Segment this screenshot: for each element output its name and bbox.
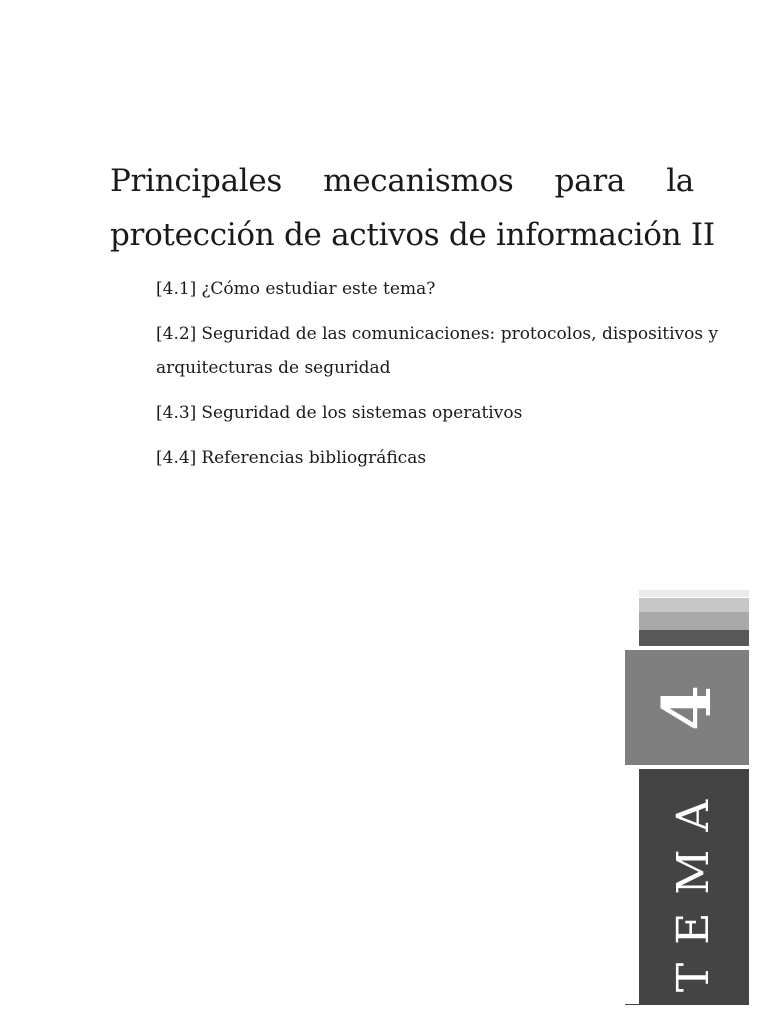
title-word: mecanismos (323, 163, 514, 199)
toc-item-text: Seguridad de los sistemas operativos (201, 403, 523, 423)
toc-item-text: ¿Cómo estudiar este tema? (201, 279, 436, 299)
title-word: Principales (110, 163, 283, 199)
chapter-number: 4 (648, 685, 726, 731)
title-line-2: protección de activos de información II (110, 217, 715, 253)
toc-item[interactable] (156, 441, 756, 475)
toc-item[interactable] (156, 272, 756, 306)
tab-strip-light (639, 590, 749, 597)
toc-item-text: Seguridad de las comunicaciones: protocolos, dispositivos y arquitecturas de seguridad (156, 324, 719, 378)
chapter-label: TEMA (668, 781, 719, 993)
toc-item-number: [4.1] (156, 279, 197, 299)
document-title (110, 154, 715, 262)
title-line-1 (110, 154, 694, 208)
toc-item-number: [4.3] (156, 403, 197, 423)
chapter-tab (625, 590, 749, 1006)
chapter-label-block (639, 769, 749, 1005)
chapter-number-block (625, 650, 749, 765)
tab-strip-mid (639, 598, 749, 612)
tab-strip-dark (639, 630, 749, 646)
toc-item-number: [4.4] (156, 448, 197, 468)
tab-strip-gray (639, 612, 749, 630)
toc-item[interactable] (156, 396, 756, 430)
title-word: para (554, 163, 626, 199)
toc-item-text: Referencias bibliográficas (201, 448, 427, 468)
toc-item-number: [4.2] (156, 324, 197, 344)
title-word: la (666, 163, 694, 199)
tab-baseline (625, 1004, 639, 1005)
table-of-contents (156, 272, 756, 486)
toc-item[interactable] (156, 317, 756, 385)
